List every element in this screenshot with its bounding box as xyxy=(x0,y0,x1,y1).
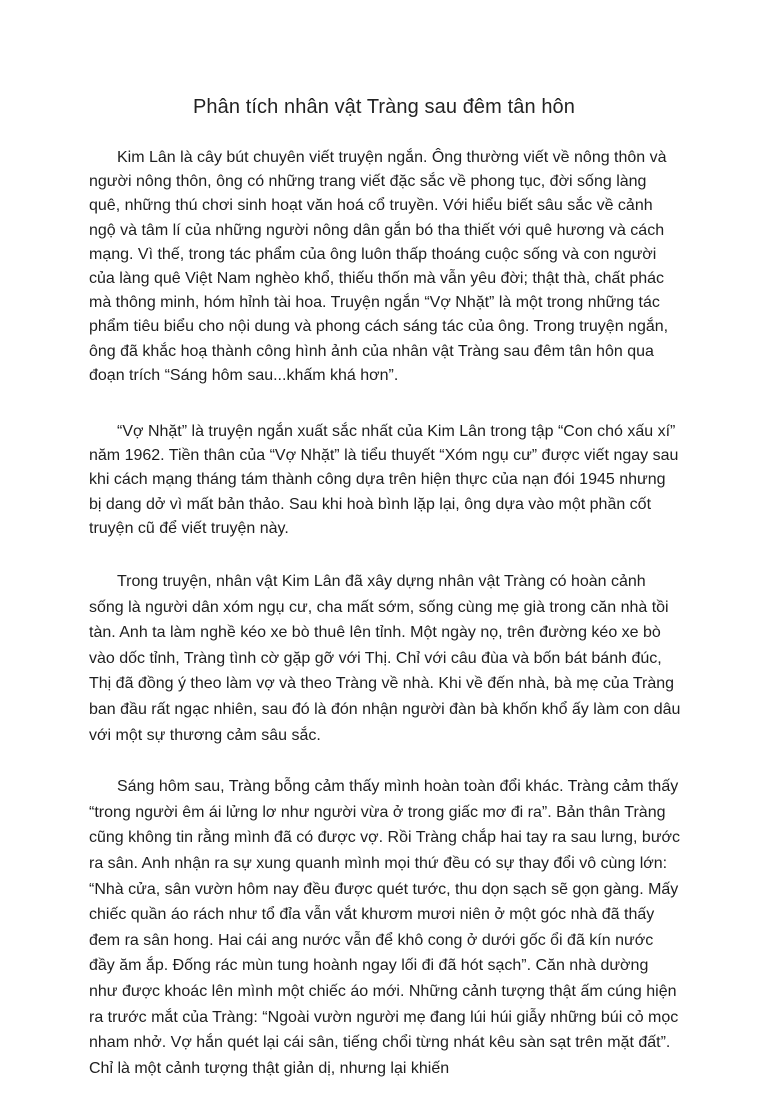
paragraph-background: “Vợ Nhặt” là truyện ngắn xuất sắc nhất của Kim Lân trong tập “Con chó xấu xí” năm 1962. Tiền thân của “Vợ Nhặt” là tiểu thuyết “Xóm ngụ cư” được viết ngay sau khi cách mạng tháng tám thành công dựa trên hiện thực của nạn đói 1945 nhưng bị dang dở vì mất bản thảo. Sau khi hoà bình lặp lại, ông dựa vào một phần cốt truyện cũ để viết truyện này. xyxy=(89,423,679,537)
paragraph-character-context: Trong truyện, nhân vật Kim Lân đã xây dựng nhân vật Tràng có hoàn cảnh sống là người dân xóm ngụ cư, cha mất sớm, sống cùng mẹ già trong căn nhà tồi tàn. Anh ta làm nghề kéo xe bò thuê lên tỉnh. Một ngày nọ, trên đường kéo xe bò vào dốc tỉnh, Tràng tình cờ gặp gỡ với Thị. Chỉ với câu đùa và bốn bát bánh đúc, Thị đã đồng ý theo làm vợ và theo Tràng về nhà. Khi về đến nhà, bà mẹ của Tràng ban đầu rất ngạc nhiên, sau đó là đón nhận người đàn bà khốn khổ ấy làm con dâu với một sự thương cảm sâu sắc. xyxy=(89,573,681,744)
paragraph-morning-after: Sáng hôm sau, Tràng bỗng cảm thấy mình hoàn toàn đổi khác. Tràng cảm thấy “trong người êm ái lửng lơ như người vừa ở trong giấc mơ đi ra”. Bản thân Tràng cũng không tin rằng mình đã có được vợ. Rồi Tràng chắp hai tay ra sau lưng, bước ra sân. Anh nhận ra sự xung quanh mình mọi thứ đều có sự thay đổi vô cùng lớn: “Nhà cửa, sân vườn hôm nay đều được quét tước, thu dọn sạch sẽ gọn gàng. Mấy chiếc quần áo rách như tổ đỉa vẫn vắt khươm mươi niên ở một góc nhà đã thấy đem ra sân hong. Hai cái ang nước vẫn để khô cong ở dưới gốc ổi đã kín nước đầy ăm ắp. Đống rác mùn tung hoành ngay lối đi đã hót sạch”. Căn nhà dường như được khoác lên mình một chiếc áo mới. Những cảnh tượng thật ấm cúng hiện ra trước mắt của Tràng: “Ngoài vườn người mẹ đang lúi húi giẫy những búi cỏ mọc nham nhở. Vợ hắn quét lại cái sân, tiếng chổi từng nhát kêu sàn sạt trên mặt đất”. Chỉ là một cảnh tượng thật giản dị, nhưng lại khiến xyxy=(89,778,681,1077)
page-title: Phân tích nhân vật Tràng sau đêm tân hôn xyxy=(192,96,576,118)
document-body xyxy=(89,146,681,1107)
paragraph-intro: Kim Lân là cây bút chuyên viết truyện ngắn. Ông thường viết về nông thôn và người nông thôn, ông có những trang viết đặc sắc về phong tục, đời sống làng quê, những thú chơi sinh hoạt văn hoá cổ truyền. Với hiểu biết sâu sắc về cảnh ngộ và tâm lí của những người nông dân gắn bó tha thiết với quê hương và cách mạng. Vì thế, trong tác phẩm của ông luôn thấp thoáng cuộc sống và con người của làng quê Việt Nam nghèo khổ, thiếu thốn mà vẫn yêu đời; thật thà, chất phác mà thông minh, hóm hỉnh tài hoa. Truyện ngắn “Vợ Nhặt” là một trong những tác phẩm tiêu biểu cho nội dung và phong cách sáng tác của ông. Trong truyện ngắn, ông đã khắc hoạ thành công hình ảnh của nhân vật Tràng sau đêm tân hôn qua đoạn trích “Sáng hôm sau...khấm khá hơn”. xyxy=(89,149,669,384)
